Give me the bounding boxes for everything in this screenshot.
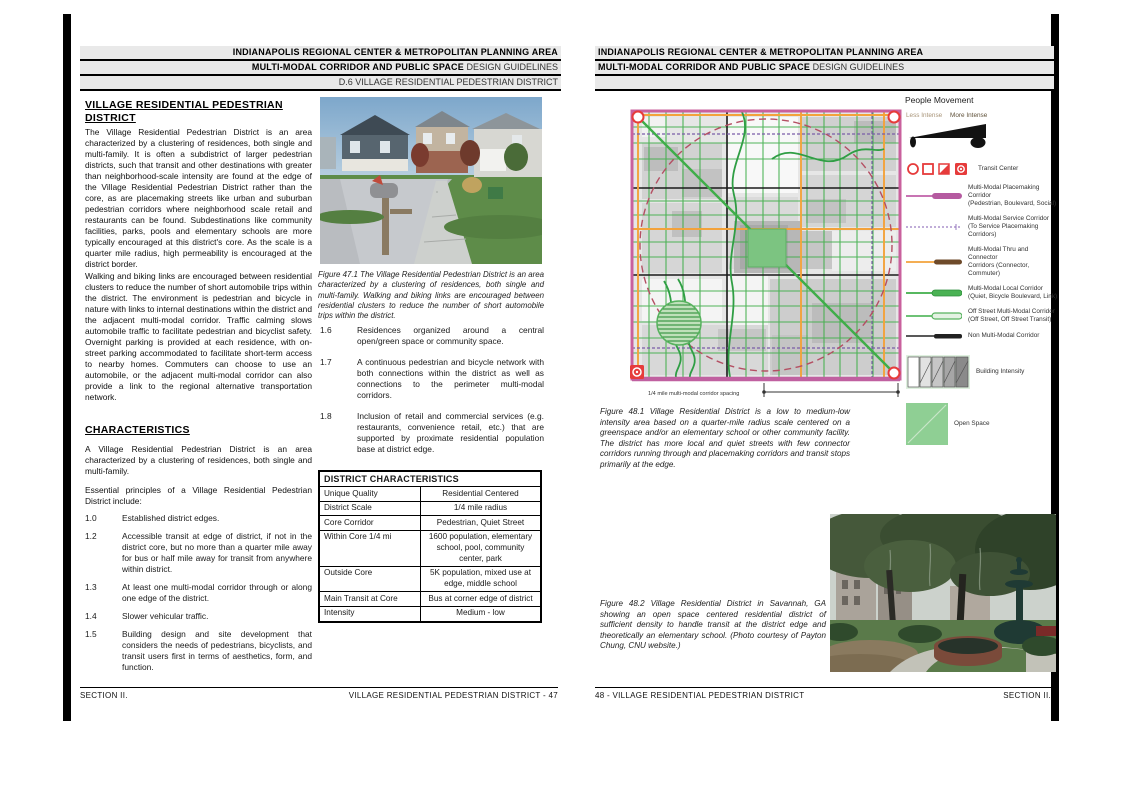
legend-placemaking-corridor: Multi-Modal Placemaking Corridor (Pedestrian, Boulevard, Social) — [906, 184, 1058, 208]
left-header-line1: INDIANAPOLIS REGIONAL CENTER & METROPOLITAN PLANNING AREA — [80, 46, 561, 61]
savannah-square-illustration — [830, 514, 1056, 672]
principles-list-2 — [320, 325, 544, 462]
left-footer — [80, 691, 558, 700]
list-item: 1.7 A continuous pedestrian and bicycle network with both connections within the district as well as connections to the perimeter multi-modal corridors. — [320, 357, 544, 400]
table-row: District Scale 1/4 mile radius — [319, 501, 541, 516]
intro-paragraph-1: The Village Residential Pedestrian District is an area characterized by a clustering of residences, both single and multi-family. It is often a subdistrict of larger pedestrian districts, such that transit and other destinations with greater than neighborhood-scale intensity are found at the edge of the Village Residential Pedestrian District rather than the core, as are placemaking streets like urban and suburban pedestrian corridors where neighborhood scale retail and restaurants can be found. Subdestinations like community facilities, parks, pools and elementary schools are more typically encouraged at this district's core. As the scale is a quarter mile radius, high permeability is encouraged at the district border. — [85, 127, 312, 269]
figure-48-1-diagram — [622, 103, 914, 408]
legend-open-space — [906, 403, 1058, 445]
figure-48-2-photo — [830, 514, 1056, 672]
characteristics-paragraph: A Village Residential Pedestrian District is an area characterized by a clustering of residences, both single and multi-family. — [85, 444, 312, 476]
people-movement-title: People Movement — [905, 95, 974, 105]
building-intensity-swatch — [906, 355, 970, 389]
legend-thru-connector-corridor: Multi-Modal Thru and Connector Corridors (Connector, Commuter) — [906, 246, 1058, 278]
more-intense-label: More Intense — [950, 112, 988, 119]
footer-page-label: 48 - VILLAGE RESIDENTIAL PEDESTRIAN DISTRICT — [595, 691, 805, 700]
page-title: VILLAGE RESIDENTIAL PEDESTRIAN DISTRICT — [85, 99, 283, 124]
figure-47-1-photo — [320, 97, 542, 264]
central-open-space — [748, 229, 786, 267]
legend-local-corridor: Multi-Modal Local Corridor (Quiet, Bicycle Boulevard, Link) — [906, 285, 1058, 301]
district-characteristics-table — [318, 470, 542, 623]
service-corridor-swatch — [906, 222, 962, 232]
principles-list-1 — [85, 513, 312, 680]
left-header-line3: D.6 VILLAGE RESIDENTIAL PEDESTRIAN DISTRICT — [80, 76, 561, 91]
figure-48-2-caption: Figure 48.2 Village Residential District in Savannah, GA showing an open space centered residential district of sufficient density to handle transit at the district edge and theoretically an elementary school. (Photo courtesy of Payton Chung, CNU website.) — [600, 599, 826, 651]
street-scene-illustration — [320, 97, 542, 264]
legend-service-corridor: Multi-Modal Service Corridor (To Service Placemaking Corridors) — [906, 215, 1058, 239]
open-space-circle — [657, 301, 701, 345]
intensity-scale-labels — [906, 112, 1058, 120]
thru-connector-swatch — [906, 257, 962, 267]
transit-center-label: Transit Center — [978, 165, 1019, 172]
local-corridor-swatch — [906, 288, 962, 298]
right-footer-rule — [595, 687, 1051, 688]
open-space-swatch — [906, 403, 948, 445]
intensity-wedge-icon — [906, 121, 998, 149]
table-row: Within Core 1/4 mi 1600 population, elementary school, pool, community center, park — [319, 530, 541, 566]
legend-off-street-corridor: Off Street Multi-Modal Corridor (Off Street, Off Street Transit) — [906, 308, 1058, 324]
right-header-line3-empty — [595, 76, 1054, 91]
footer-section-label: SECTION II. — [1003, 691, 1051, 700]
corridor-spacing-label: 1/4 mile multi-modal corridor spacing — [648, 391, 740, 397]
footer-page-label: VILLAGE RESIDENTIAL PEDESTRIAN DISTRICT - 47 — [348, 691, 558, 700]
legend-building-intensity — [906, 355, 1058, 389]
legend-transit-center — [906, 161, 1058, 177]
table-row: Intensity Medium - low — [319, 606, 541, 621]
table-row: Main Transit at Core Bus at corner edge of district — [319, 592, 541, 607]
non-multimodal-swatch — [906, 331, 962, 341]
left-page-spine-bar — [63, 14, 71, 721]
building-intensity-label: Building Intensity — [976, 368, 1025, 375]
principles-intro: Essential principles of a Village Residential Pedestrian District include: — [85, 485, 312, 506]
list-item: 1.0 Established district edges. — [85, 513, 220, 523]
left-footer-rule — [80, 687, 558, 688]
less-intense-label: Less Intense — [906, 112, 943, 119]
list-item: 1.3 At least one multi-modal corridor through or along one edge of the district. — [85, 582, 312, 603]
figure-47-1-caption: Figure 47.1 The Village Residential Pedestrian District is an area characterized by a clustering of residences, both single and multi-family. Walking and biking links are encouraged between residential clusters to reduce the number of short automobile trips within the district. — [318, 270, 544, 321]
list-item: 1.8 Inclusion of retail and commercial services (e.g. restaurants, convenience retail, etc.) that are supported by proximate residential population base at district edge. — [320, 411, 544, 454]
off-street-corridor-swatch — [906, 311, 962, 321]
people-movement-legend — [906, 112, 1058, 445]
list-item: 1.6 Residences organized around a central open/green space or community space. — [320, 325, 544, 346]
figure-48-1-caption: Figure 48.1 Village Residential District is a low to medium-low intensity area based on a quarter-mile radius scale centered on a greenspace and/or an elementary school or other community facility. The district has more local and quiet streets with few connector corridors running through and placemaking corridors and transit stops primarily at the edge. — [600, 407, 850, 469]
table-row: Core Corridor Pedestrian, Quiet Street — [319, 516, 541, 531]
legend-non-multimodal-corridor: Non Multi-Modal Corridor — [906, 331, 1058, 341]
list-item: 1.2 Accessible transit at edge of district, if not in the district core, but no more than a quarter mile away for bus or half mile away for transit from anywhere within district. — [85, 531, 312, 574]
right-header-line1: INDIANAPOLIS REGIONAL CENTER & METROPOLITAN PLANNING AREA — [595, 46, 1054, 61]
list-item: 1.5 Building design and site development that considers the needs of pedestrians, bicyclists, and transit users first in terms of aesthetics, form, and function. — [85, 629, 312, 672]
district-diagram-svg — [622, 103, 914, 403]
table-row: Outside Core 5K population, mixed use at edge, middle school — [319, 566, 541, 591]
table-title: DISTRICT CHARACTERISTICS — [319, 471, 541, 487]
corridor-spacing-dimension — [764, 383, 898, 397]
left-header-line2: MULTI-MODAL CORRIDOR AND PUBLIC SPACE DESIGN GUIDELINES — [80, 61, 561, 76]
right-header-line2: MULTI-MODAL CORRIDOR AND PUBLIC SPACE DESIGN GUIDELINES — [595, 61, 1054, 76]
placemaking-corridor-swatch — [906, 191, 962, 201]
open-space-label: Open Space — [954, 420, 990, 427]
table-row: Unique Quality Residential Centered — [319, 487, 541, 502]
intro-paragraph-2: Walking and biking links are encouraged between residential clusters to reduce the number of short automobile trips within the district. The environment is pedestrian and bicycle in nature with links to internal destinations within the district and the adjacent multi-modal corridor. Traffic calming slows automobile traffic to facilitate pedestrian and bicyclist safety. Overnight parking is provided at each residence, with on-street parking accommodated to facilitate short-term access to nearby homes. Commuters can choose to use an automobile, or the adjacent multi-modal corridor can also provide a link to the regional alternative transportation network. — [85, 271, 312, 402]
characteristics-heading: CHARACTERISTICS — [85, 424, 190, 436]
footer-section-label: SECTION II. — [80, 691, 128, 700]
transit-center-icons — [906, 161, 972, 177]
list-item: 1.4 Slower vehicular traffic. — [85, 611, 209, 621]
right-footer — [595, 691, 1051, 700]
